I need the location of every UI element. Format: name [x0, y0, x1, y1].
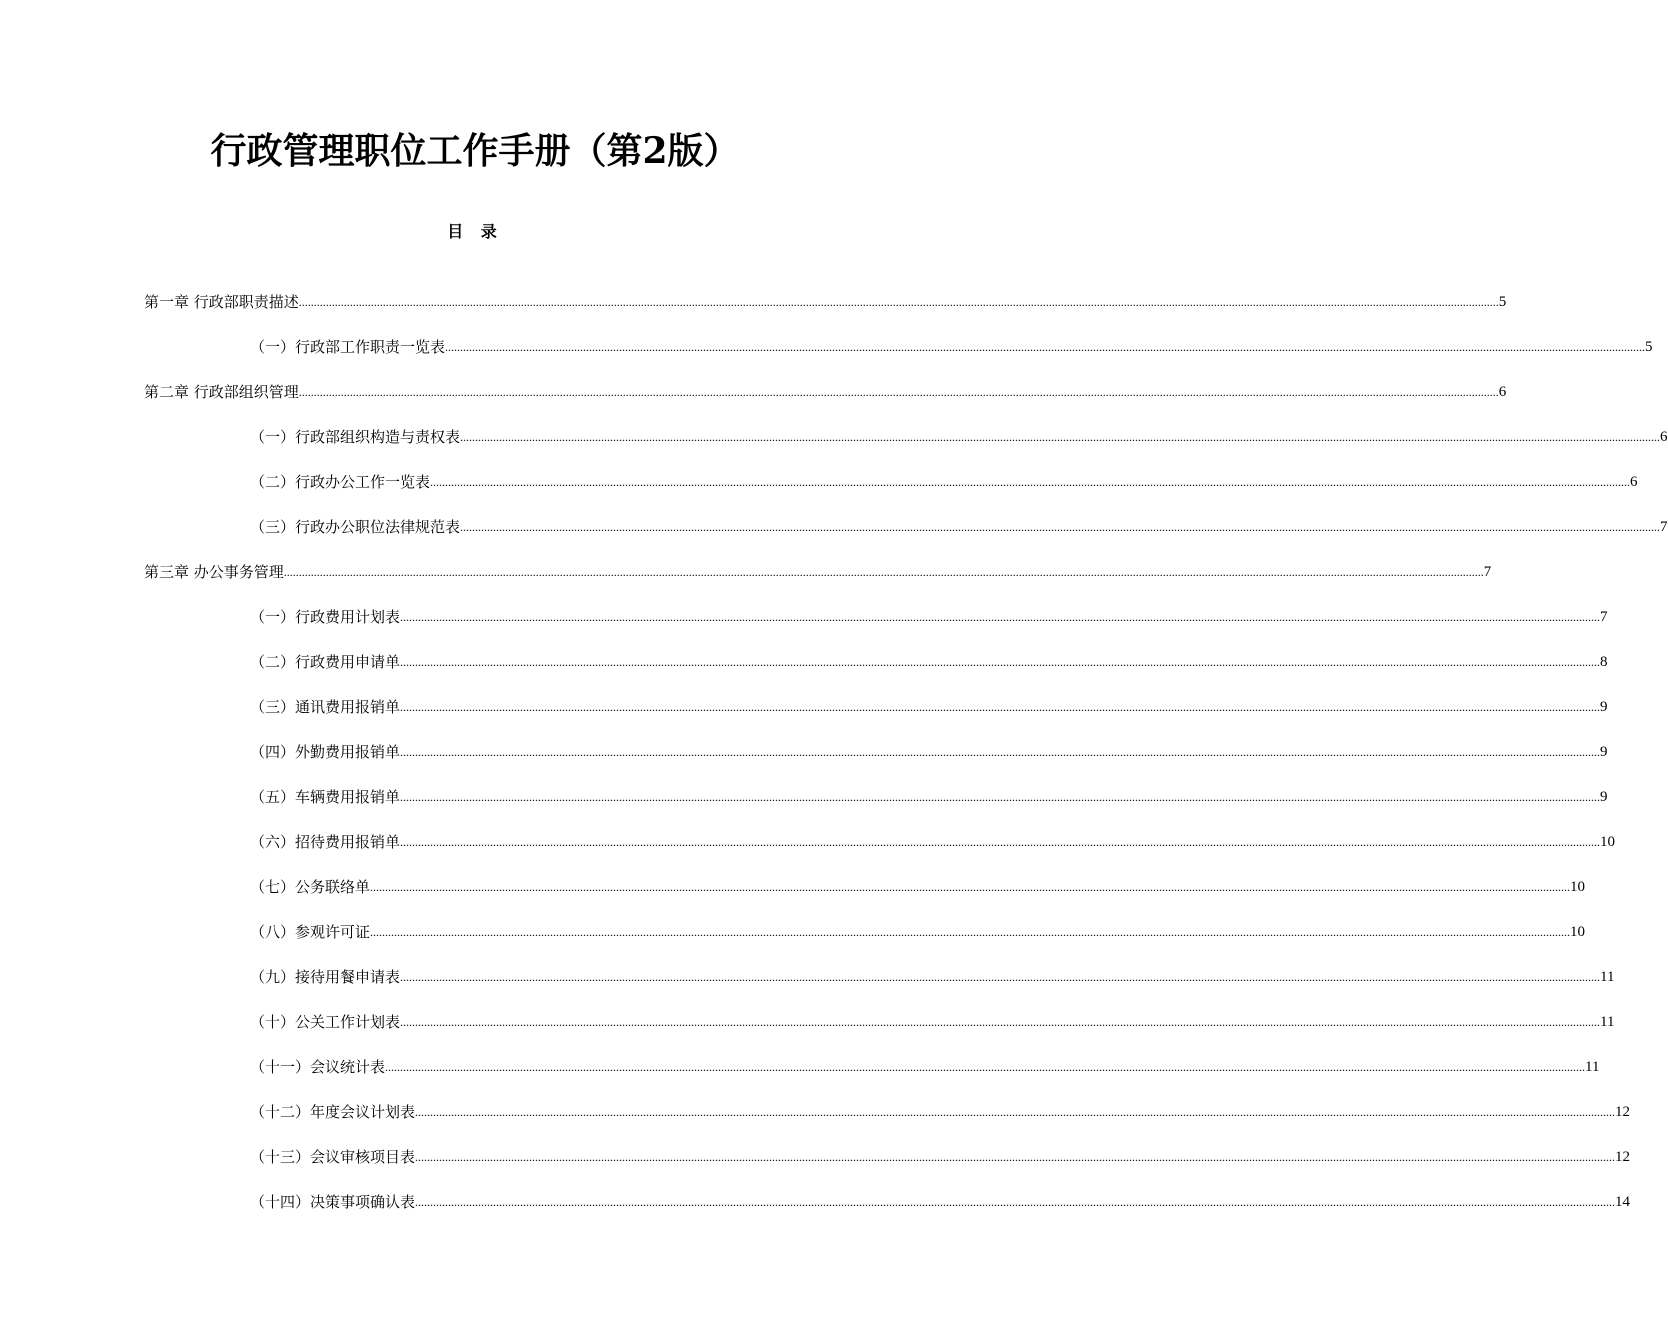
toc-dot-leader: ................................................................................................................................................................................................................................................................................................................................................................................................................ [400, 655, 1601, 669]
toc-entry-label: （三）行政办公职位法律规范表 [250, 518, 461, 536]
toc-entry-label: （一）行政费用计划表 [250, 608, 401, 626]
toc-section-entry[interactable] [0, 1098, 1631, 1122]
toc-page-number: 6 [1498, 384, 1507, 400]
toc-page-number: 7 [1483, 564, 1492, 580]
toc-page-number: 11 [1585, 1059, 1600, 1075]
toc-dot-leader: ................................................................................................................................................................................................................................................................................................................................................................................................................ [385, 1060, 1586, 1074]
toc-dot-leader: ................................................................................................................................................................................................................................................................................................................................................................................................................ [415, 1150, 1616, 1164]
toc-section-entry[interactable] [0, 603, 1608, 627]
toc-page-number: 9 [1600, 699, 1608, 715]
toc-dot-leader: ................................................................................................................................................................................................................................................................................................................................................................................................................ [370, 880, 1571, 894]
toc-section-entry[interactable] [0, 783, 1608, 807]
toc-page-number: 5 [1498, 294, 1507, 310]
toc-page-number: 14 [1615, 1194, 1631, 1210]
toc-section-entry[interactable] [0, 1143, 1631, 1167]
toc-page-number: 10 [1570, 924, 1586, 940]
toc-section-entry[interactable] [0, 468, 1638, 492]
toc-page-number: 7 [1660, 519, 1668, 535]
toc-page-number: 9 [1600, 789, 1608, 805]
toc-section-entry[interactable] [0, 963, 1615, 987]
toc-dot-leader: ................................................................................................................................................................................................................................................................................................................................................................................................................ [400, 835, 1601, 849]
toc-dot-leader: ................................................................................................................................................................................................................................................................................................................................................................................................................ [460, 430, 1661, 444]
toc-dot-leader: ................................................................................................................................................................................................................................................................................................................................................................................................................ [415, 1195, 1616, 1209]
toc-entry-label: （十三）会议审核项目表 [250, 1148, 416, 1166]
toc-entry-label: （一）行政部组织构造与责权表 [250, 428, 461, 446]
toc-section-entry[interactable] [0, 1008, 1615, 1032]
toc-chapter-entry[interactable] [0, 558, 1492, 582]
toc-entry-label: 第一章 行政部职责描述 [144, 293, 299, 311]
toc-page-number: 6 [1630, 474, 1638, 490]
toc-dot-leader: ................................................................................................................................................................................................................................................................................................................................................................................................................ [283, 565, 1484, 579]
toc-entry-label: （五）车辆费用报销单 [250, 788, 401, 806]
toc-page-number: 7 [1600, 609, 1608, 625]
toc-page-number: 12 [1615, 1149, 1631, 1165]
toc-section-entry[interactable] [0, 738, 1608, 762]
toc-page-number: 10 [1570, 879, 1586, 895]
toc-entry-label: （二）行政费用申请单 [250, 653, 401, 671]
toc-dot-leader: ................................................................................................................................................................................................................................................................................................................................................................................................................ [400, 790, 1601, 804]
toc-heading: 目 录 [447, 222, 503, 241]
toc-entry-label: （九）接待用餐申请表 [250, 968, 401, 986]
toc-page-number: 12 [1615, 1104, 1631, 1120]
toc-section-entry[interactable] [0, 828, 1616, 852]
toc-section-entry[interactable] [0, 873, 1586, 897]
toc-dot-leader: ................................................................................................................................................................................................................................................................................................................................................................................................................ [400, 610, 1601, 624]
toc-entry-label: （十四）决策事项确认表 [250, 1193, 416, 1211]
toc-section-entry[interactable] [0, 648, 1608, 672]
toc-chapter-entry[interactable] [0, 378, 1507, 402]
toc-entry-label: （七）公务联络单 [250, 878, 371, 896]
toc-page-number: 9 [1600, 744, 1608, 760]
toc-dot-leader: ................................................................................................................................................................................................................................................................................................................................................................................................................ [415, 1105, 1616, 1119]
toc-dot-leader: ................................................................................................................................................................................................................................................................................................................................................................................................................ [370, 925, 1571, 939]
toc-page-number: 10 [1600, 834, 1616, 850]
toc-entry-label: 第三章 办公事务管理 [144, 563, 284, 581]
toc-entry-label: （十一）会议统计表 [250, 1058, 386, 1076]
toc-section-entry[interactable] [0, 918, 1586, 942]
toc-entry-label: （八）参观许可证 [250, 923, 371, 941]
toc-entry-label: （十二）年度会议计划表 [250, 1103, 416, 1121]
toc-dot-leader: ................................................................................................................................................................................................................................................................................................................................................................................................................ [445, 340, 1646, 354]
toc-dot-leader: ................................................................................................................................................................................................................................................................................................................................................................................................................ [400, 745, 1601, 759]
toc-entry-label: （三）通讯费用报销单 [250, 698, 401, 716]
toc-entry-label: （十）公关工作计划表 [250, 1013, 401, 1031]
toc-page-number: 6 [1660, 429, 1668, 445]
document-title: 行政管理职位工作手册（第2版） [210, 130, 740, 172]
toc-section-entry[interactable] [0, 513, 1668, 537]
toc-entry-label: （四）外勤费用报销单 [250, 743, 401, 761]
toc-entry-label: （六）招待费用报销单 [250, 833, 401, 851]
toc-page-number: 11 [1600, 969, 1615, 985]
toc-section-entry[interactable] [0, 333, 1653, 357]
toc-entry-label: （二）行政办公工作一览表 [250, 473, 431, 491]
toc-dot-leader: ................................................................................................................................................................................................................................................................................................................................................................................................................ [400, 700, 1601, 714]
toc-dot-leader: ................................................................................................................................................................................................................................................................................................................................................................................................................ [298, 385, 1499, 399]
toc-entry-label: （一）行政部工作职责一览表 [250, 338, 446, 356]
toc-entry-label: 第二章 行政部组织管理 [144, 383, 299, 401]
toc-section-entry[interactable] [0, 693, 1608, 717]
toc-page-number: 11 [1600, 1014, 1615, 1030]
toc-dot-leader: ................................................................................................................................................................................................................................................................................................................................................................................................................ [298, 295, 1499, 309]
toc-dot-leader: ................................................................................................................................................................................................................................................................................................................................................................................................................ [400, 1015, 1601, 1029]
toc-page-number: 5 [1645, 339, 1653, 355]
toc-section-entry[interactable] [0, 423, 1668, 447]
toc-page-number: 8 [1600, 654, 1608, 670]
toc-section-entry[interactable] [0, 1188, 1631, 1212]
toc-dot-leader: ................................................................................................................................................................................................................................................................................................................................................................................................................ [400, 970, 1601, 984]
toc-dot-leader: ................................................................................................................................................................................................................................................................................................................................................................................................................ [430, 475, 1631, 489]
toc-chapter-entry[interactable] [0, 288, 1507, 312]
toc-section-entry[interactable] [0, 1053, 1600, 1077]
toc-dot-leader: ................................................................................................................................................................................................................................................................................................................................................................................................................ [460, 520, 1661, 534]
